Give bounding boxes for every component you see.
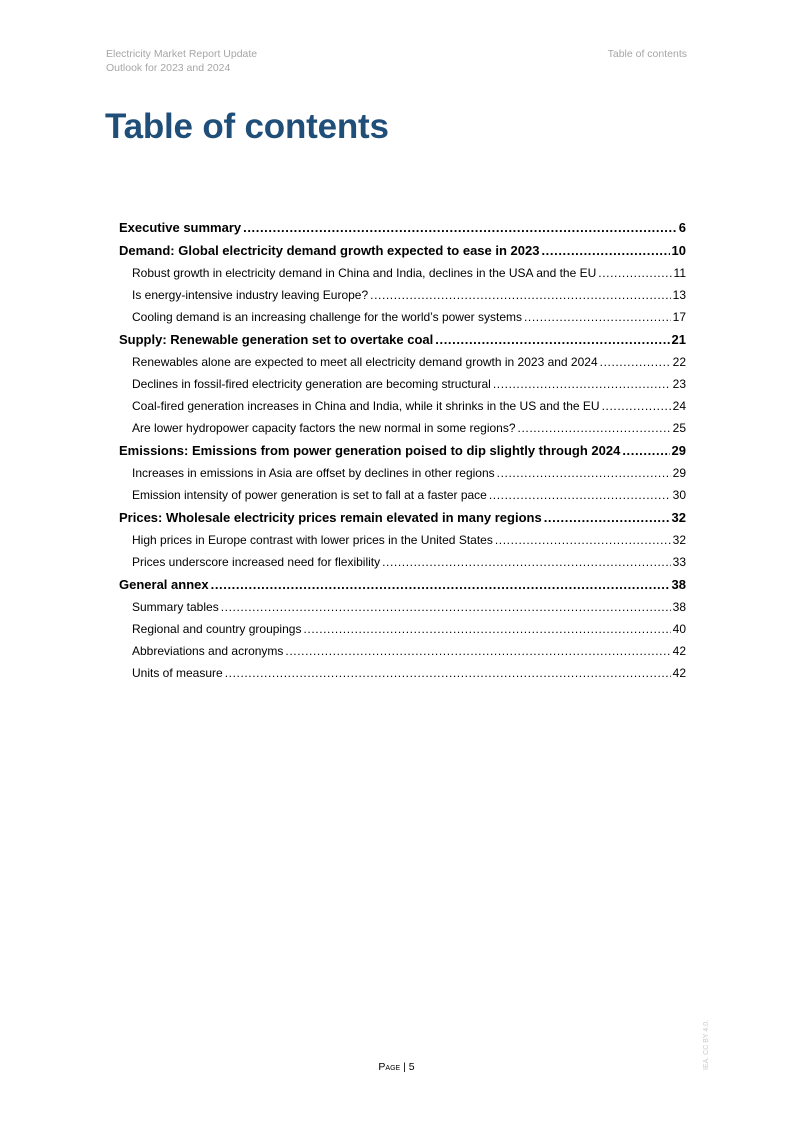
page-footer bbox=[0, 1061, 793, 1073]
toc-entry-label: Declines in fossil-fired electricity generation are becoming structural bbox=[132, 377, 491, 391]
toc-subsection-entry[interactable] bbox=[119, 662, 686, 684]
toc-entry-label: Units of measure bbox=[132, 666, 223, 680]
toc-dot-leader bbox=[435, 328, 669, 351]
toc-dot-leader bbox=[489, 484, 671, 506]
toc-dot-leader bbox=[382, 551, 671, 573]
toc-subsection-entry[interactable] bbox=[119, 373, 686, 395]
toc-entry-page: 42 bbox=[672, 644, 686, 658]
toc-entry-label: High prices in Europe contrast with lower prices in the United States bbox=[132, 533, 493, 547]
toc-entry-label: Emissions: Emissions from power generation poised to dip slightly through 2024 bbox=[119, 443, 621, 458]
toc-entry-page: 17 bbox=[672, 310, 686, 324]
page-title: Table of contents bbox=[105, 107, 389, 146]
toc-entry-label: Increases in emissions in Asia are offset by declines in other regions bbox=[132, 466, 495, 480]
table-of-contents bbox=[119, 216, 686, 684]
toc-subsection-entry[interactable] bbox=[119, 306, 686, 328]
toc-entry-page: 30 bbox=[672, 488, 686, 502]
toc-dot-leader bbox=[524, 306, 671, 328]
toc-entry-label: Demand: Global electricity demand growth expected to ease in 2023 bbox=[119, 243, 540, 258]
toc-entry-page: 11 bbox=[673, 266, 686, 280]
toc-dot-leader bbox=[370, 284, 671, 306]
toc-entry-page: 23 bbox=[672, 377, 686, 391]
toc-entry-label: Emission intensity of power generation is set to fall at a faster pace bbox=[132, 488, 487, 502]
toc-entry-label: General annex bbox=[119, 577, 209, 592]
toc-dot-leader bbox=[598, 262, 671, 284]
toc-entry-label: Cooling demand is an increasing challenge for the world’s power systems bbox=[132, 310, 522, 324]
toc-section-entry[interactable] bbox=[119, 216, 686, 239]
toc-entry-page: 40 bbox=[672, 622, 686, 636]
toc-dot-leader bbox=[602, 395, 671, 417]
toc-entry-label: Regional and country groupings bbox=[132, 622, 302, 636]
toc-section-entry[interactable] bbox=[119, 506, 686, 529]
toc-dot-leader bbox=[518, 417, 671, 439]
toc-dot-leader bbox=[544, 506, 670, 529]
toc-section-entry[interactable] bbox=[119, 328, 686, 351]
page-separator: | bbox=[403, 1061, 406, 1073]
toc-subsection-entry[interactable] bbox=[119, 351, 686, 373]
toc-dot-leader bbox=[285, 640, 670, 662]
toc-section-entry[interactable] bbox=[119, 573, 686, 596]
running-header-left bbox=[106, 47, 257, 75]
report-subtitle: Outlook for 2023 and 2024 bbox=[106, 62, 231, 74]
toc-subsection-entry[interactable] bbox=[119, 417, 686, 439]
toc-entry-page: 13 bbox=[672, 288, 686, 302]
toc-subsection-entry[interactable] bbox=[119, 618, 686, 640]
toc-entry-page: 6 bbox=[678, 220, 686, 235]
toc-dot-leader bbox=[497, 462, 671, 484]
toc-dot-leader bbox=[493, 373, 671, 395]
toc-subsection-entry[interactable] bbox=[119, 596, 686, 618]
toc-entry-label: Coal-fired generation increases in China and India, while it shrinks in the US and the EU bbox=[132, 399, 600, 413]
report-title: Electricity Market Report Update bbox=[106, 48, 258, 60]
toc-section-entry[interactable] bbox=[119, 439, 686, 462]
license-note: IEA. CC BY 4.0. bbox=[703, 1019, 710, 1070]
toc-entry-page: 24 bbox=[672, 399, 686, 413]
toc-entry-label: Abbreviations and acronyms bbox=[132, 644, 284, 658]
toc-dot-leader bbox=[211, 573, 670, 596]
toc-entry-page: 25 bbox=[672, 421, 686, 435]
toc-entry-label: Prices: Wholesale electricity prices remain elevated in many regions bbox=[119, 510, 542, 525]
toc-subsection-entry[interactable] bbox=[119, 484, 686, 506]
toc-entry-page: 38 bbox=[672, 600, 686, 614]
toc-entry-page: 22 bbox=[672, 355, 686, 369]
toc-dot-leader bbox=[221, 596, 671, 618]
toc-dot-leader bbox=[303, 618, 670, 640]
page-number: 5 bbox=[408, 1061, 415, 1073]
toc-entry-page: 32 bbox=[672, 533, 686, 547]
toc-subsection-entry[interactable] bbox=[119, 551, 686, 573]
toc-entry-label: Executive summary bbox=[119, 220, 242, 235]
toc-entry-page: 29 bbox=[671, 443, 686, 458]
page-word: Page bbox=[378, 1061, 401, 1073]
toc-section-entry[interactable] bbox=[119, 239, 686, 262]
toc-dot-leader bbox=[243, 216, 677, 239]
toc-dot-leader bbox=[600, 351, 671, 373]
toc-entry-page: 38 bbox=[671, 577, 686, 592]
toc-subsection-entry[interactable] bbox=[119, 395, 686, 417]
toc-subsection-entry[interactable] bbox=[119, 640, 686, 662]
toc-subsection-entry[interactable] bbox=[119, 262, 686, 284]
toc-entry-page: 32 bbox=[671, 510, 686, 525]
toc-dot-leader bbox=[225, 662, 671, 684]
toc-entry-label: Renewables alone are expected to meet all electricity demand growth in 2023 and 2024 bbox=[132, 355, 598, 369]
toc-entry-page: 42 bbox=[672, 666, 686, 680]
toc-subsection-entry[interactable] bbox=[119, 462, 686, 484]
toc-entry-label: Prices underscore increased need for flexibility bbox=[132, 555, 381, 569]
toc-entry-page: 33 bbox=[672, 555, 686, 569]
running-header-right: Table of contents bbox=[607, 48, 687, 60]
toc-subsection-entry[interactable] bbox=[119, 284, 686, 306]
toc-entry-label: Robust growth in electricity demand in China and India, declines in the USA and the EU bbox=[132, 266, 597, 280]
toc-entry-label: Summary tables bbox=[132, 600, 219, 614]
toc-subsection-entry[interactable] bbox=[119, 529, 686, 551]
toc-entry-page: 21 bbox=[671, 332, 686, 347]
toc-entry-label: Supply: Renewable generation set to overtake coal bbox=[119, 332, 434, 347]
toc-dot-leader bbox=[622, 439, 669, 462]
toc-dot-leader bbox=[541, 239, 669, 262]
toc-entry-page: 10 bbox=[671, 243, 686, 258]
toc-entry-label: Is energy-intensive industry leaving Europe? bbox=[132, 288, 369, 302]
toc-entry-label: Are lower hydropower capacity factors the new normal in some regions? bbox=[132, 421, 516, 435]
toc-entry-page: 29 bbox=[672, 466, 686, 480]
toc-dot-leader bbox=[495, 529, 671, 551]
